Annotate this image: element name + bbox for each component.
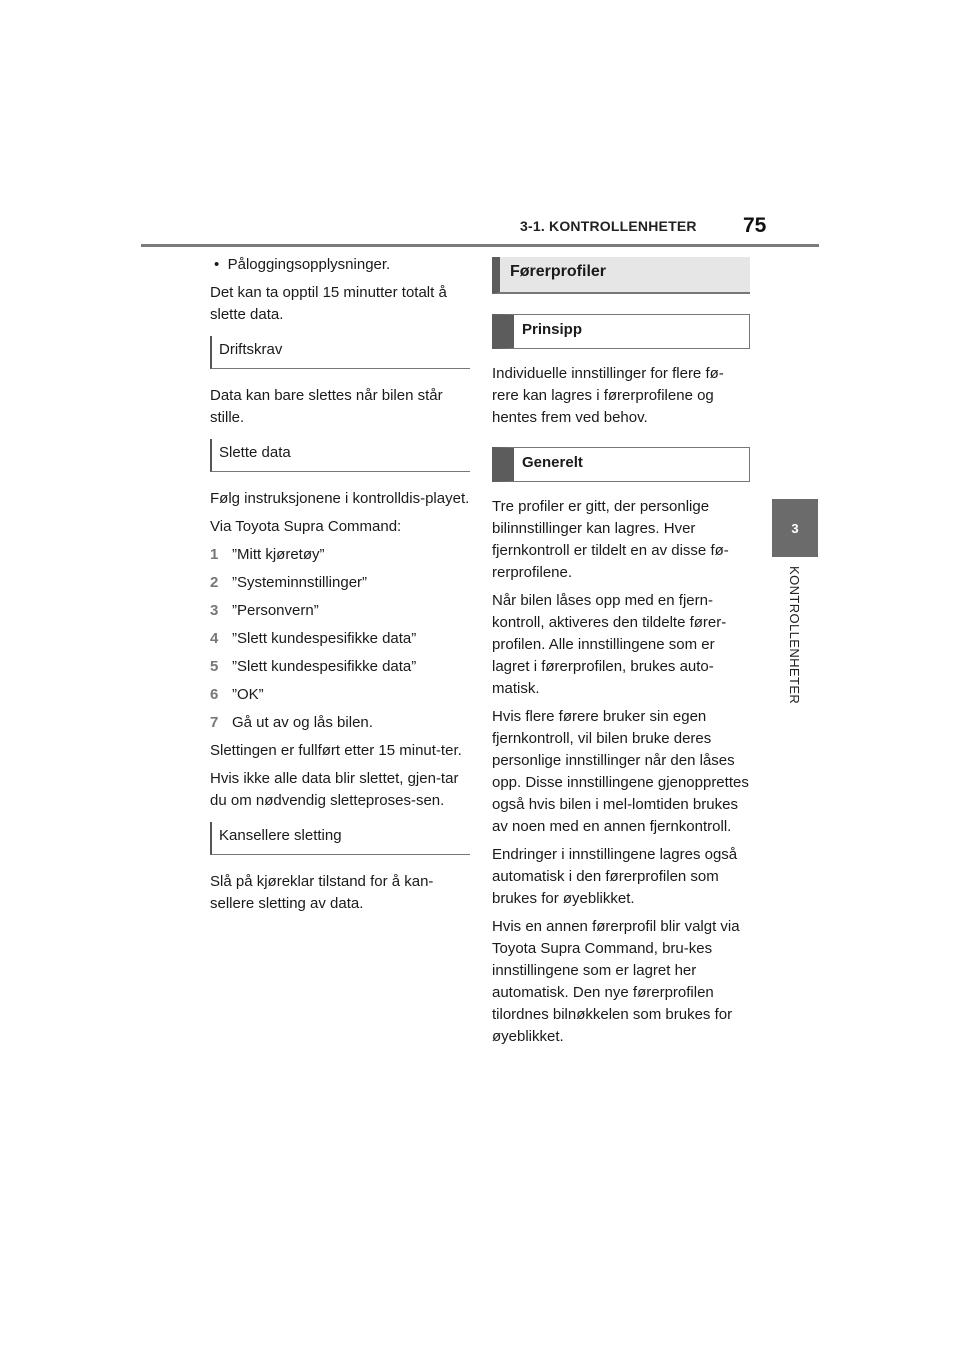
kansellere-text: Slå på kjøreklar tilstand for å kan-sellere sletting av data. [210, 873, 434, 912]
page-number: 75 [743, 214, 767, 237]
slette-text-1: Følg instruksjonene i kontrolldis-playet. [210, 490, 470, 507]
generelt-paragraph-2: Når bilen låses opp med en fjern-kontroll, aktiveres den tildelte fører-profilen. Alle innstillingene som er lagret i førerprofilen, brukes auto-matisk. [492, 592, 727, 697]
chapter-tab[interactable]: 3 [772, 499, 818, 557]
section-heading-forerprofiler: Førerprofiler [492, 257, 750, 294]
generelt-paragraph-4: Endringer i innstillingene lagres også automatisk i den førerprofilen som brukes for øyeblikket. [492, 846, 738, 907]
step-text: ”Slett kundespesifikke data” [232, 658, 417, 675]
step-item [210, 684, 470, 706]
driftskrav-text: Data kan bare slettes når bilen står stille. [210, 387, 443, 426]
step-text: ”Mitt kjøretøy” [232, 546, 325, 563]
subheading-generelt: Generelt [492, 447, 750, 482]
step-item [210, 628, 470, 650]
step-number: 5 [210, 658, 219, 675]
step-number: 2 [210, 574, 219, 591]
prinsipp-text: Individuelle innstillinger for flere fø-rere kan lagres i førerprofilene og hentes frem ved behov. [492, 365, 724, 426]
step-number: 1 [210, 546, 219, 563]
bullet-text: Påloggingsopplysninger. [227, 256, 391, 273]
generelt-paragraph-5: Hvis en annen førerprofil blir valgt via Toyota Supra Command, bru-kes innstillingene som er lagret her automatisk. Den nye førerprofilen tilordnes bilnøkkelen som brukes for øyeblikket. [492, 918, 740, 1045]
right-column [492, 257, 750, 1054]
step-item [210, 572, 470, 594]
bullet-item: • Påloggingsopplysninger. [214, 256, 391, 273]
intro-paragraph: Det kan ta opptil 15 minutter totalt å slette data. [210, 284, 447, 323]
step-text: ”Systeminnstillinger” [232, 574, 368, 591]
subheading-driftskrav: Driftskrav [210, 336, 470, 369]
step-text: ”OK” [232, 686, 264, 703]
chapter-title: 3-1. KONTROLLENHETER [520, 218, 697, 234]
generelt-paragraph-1: Tre profiler er gitt, der personlige bilinnstillinger kan lagres. Hver fjernkontroll er tildelt en av disse fø-rerprofilene. [492, 498, 729, 581]
subheading-prinsipp: Prinsipp [492, 314, 750, 349]
step-text: ”Slett kundespesifikke data” [232, 630, 417, 647]
step-number: 4 [210, 630, 219, 647]
slette-after-1: Slettingen er fullført etter 15 minut-ter. [210, 742, 462, 759]
subheading-slette-data: Slette data [210, 439, 470, 472]
generelt-paragraph-3: Hvis flere førere bruker sin egen fjernkontroll, vil bilen bruke deres personlige innstillinger når den låses opp. Disse innstillingene gjenopprettes også hvis bilen i mel-lomtiden brukes av noen med en annen fjernkontroll. [492, 708, 749, 835]
slette-after-2: Hvis ikke alle data blir slettet, gjen-tar du om nødvendig sletteproses-sen. [210, 770, 459, 809]
step-number: 3 [210, 602, 219, 619]
step-item [210, 544, 470, 566]
header-divider [141, 244, 819, 247]
step-text: ”Personvern” [232, 602, 319, 619]
subheading-kansellere: Kansellere sletting [210, 822, 470, 855]
step-item [210, 600, 470, 622]
step-number: 7 [210, 714, 219, 731]
left-column [210, 254, 470, 921]
step-text: Gå ut av og lås bilen. [232, 714, 373, 731]
step-item [210, 656, 470, 678]
chapter-side-label: KONTROLLENHETER [787, 566, 802, 705]
slette-text-2: Via Toyota Supra Command: [210, 518, 402, 535]
step-number: 6 [210, 686, 219, 703]
step-item [210, 712, 470, 734]
